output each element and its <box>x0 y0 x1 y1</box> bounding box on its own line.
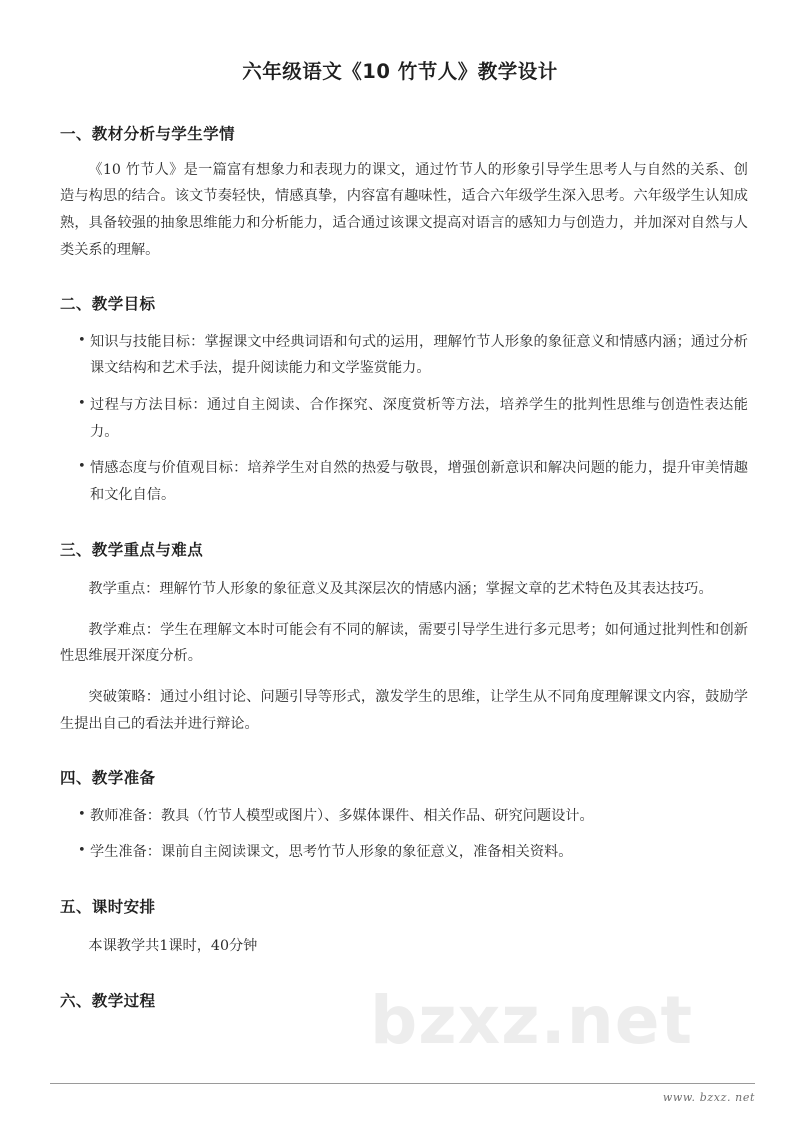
list-item: • 知识与技能目标：掌握课文中经典词语和句式的运用，理解竹节人形象的象征意义和情感内涵；通过分析课文结构和艺术手法，提升阅读能力和文学鉴赏能力。 <box>78 329 748 382</box>
page-title: 六年级语文《10 竹节人》教学设计 <box>242 60 558 83</box>
section-heading-4: 四、教学准备 <box>60 769 156 788</box>
list-item: • 学生准备：课前自主阅读课文，思考竹节人形象的象征意义，准备相关资料。 <box>78 839 748 866</box>
section-5-paragraph-1: 本课教学共1课时，40分钟 <box>88 938 258 955</box>
section-heading-5: 五、课时安排 <box>60 897 156 916</box>
watermark-bzxz: bzxz.net <box>370 982 694 1059</box>
list-item: • 情感态度与价值观目标：培养学生对自然的热爱与敬畏，增强创新意识和解决问题的能力，提升审美情趣和文化自信。 <box>78 455 748 508</box>
section-3-paragraph-3: 突破策略：通过小组讨论、问题引导等形式，激发学生的思维，让学生从不同角度理解课文内容，鼓励学生提出自己的看法并进行辩论。 <box>60 688 748 732</box>
section-4-bullet-list <box>50 803 750 866</box>
section-heading-1: 一、教材分析与学生学情 <box>60 125 235 144</box>
list-item: • 教师准备：教具（竹节人模型或图片）、多媒体课件、相关作品、研究问题设计。 <box>78 803 748 830</box>
section-3-paragraph-2: 教学难点：学生在理解文本时可能会有不同的解读，需要引导学生进行多元思考；如何通过批判性和创新性思维展开深度分析。 <box>60 621 748 665</box>
section-heading-3: 三、教学重点与难点 <box>60 540 204 559</box>
section-heading-2: 二、教学目标 <box>60 295 156 314</box>
page-footer <box>50 1083 755 1104</box>
section-2-bullet-list <box>50 329 750 509</box>
section-3-paragraph-1: 教学重点：理解竹节人形象的象征意义及其深层次的情感内涵；掌握文章的艺术特色及其表达技巧。 <box>88 580 713 597</box>
list-item: • 过程与方法目标：通过自主阅读、合作探究、深度赏析等方法，培养学生的批判性思维与创造性表达能力。 <box>78 392 748 445</box>
section-1-paragraph-1: 《10 竹节人》是一篇富有想象力和表现力的课文，通过竹节人的形象引导学生思考人与自然的关系、创造与构思的结合。该文节奏轻快，情感真挚，内容富有趣味性，适合六年级学生深入思考。六年级学生认知成熟，具备较强的抽象思维能力和分析能力，适合通过该课文提高对语言的感知力与创造力，并加深对自然与人类关系的理解。 <box>60 161 748 258</box>
section-heading-6: 六、教学过程 <box>60 991 156 1010</box>
footer-url: www. bzxz. net <box>662 1091 755 1104</box>
